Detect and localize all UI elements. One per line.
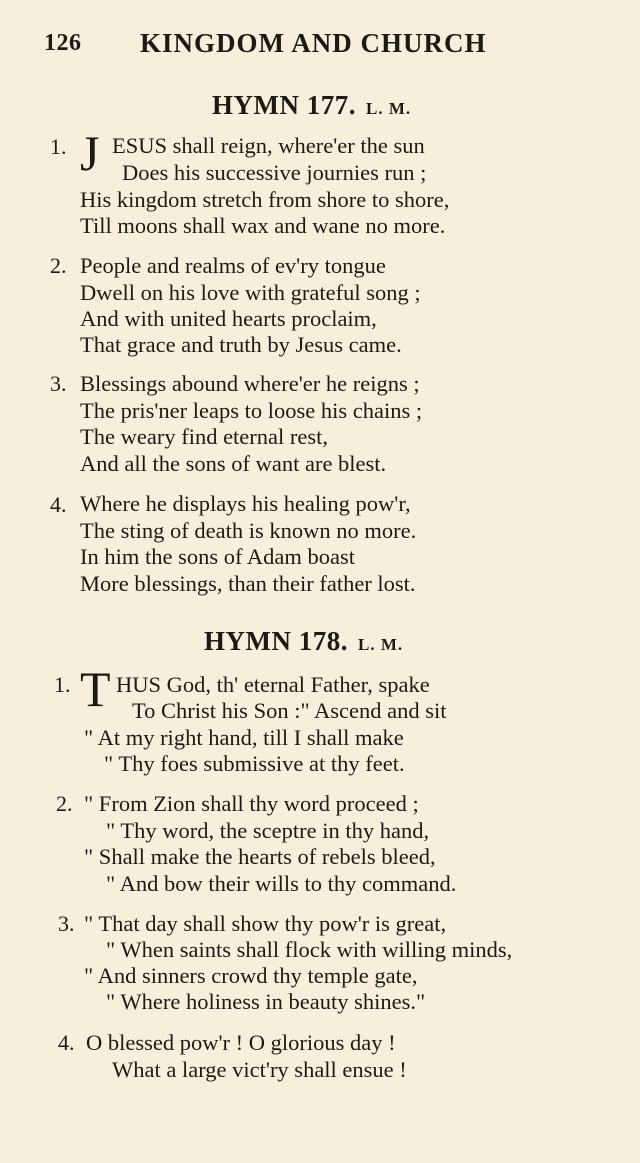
hymn-heading [204,626,403,657]
stanza-number: 2. [56,791,73,816]
verse-line: His kingdom stretch from shore to shore, [80,187,450,212]
verse-line: Does his successive journies run ; [122,160,427,185]
verse-line: " Thy word, the sceptre in thy hand, [106,818,430,843]
verse-line: And with united hearts proclaim, [80,306,377,331]
verse-line: To Christ his Son :" Ascend and sit [132,698,447,723]
verse-line: HUS God, th' eternal Father, spake [116,672,430,697]
verse-line: And all the sons of want are blest. [80,451,387,476]
verse-line: People and realms of ev'ry tongue [80,253,386,278]
verse-line: " At my right hand, till I shall make [84,725,404,750]
verse-line: Dwell on his love with grateful song ; [80,280,421,305]
drop-cap: J [80,125,100,181]
verse-line: " And sinners crowd thy temple gate, [84,963,418,988]
hymn-meter: L. M. [365,99,412,118]
verse-line: " That day shall show thy pow'r is great, [84,911,447,936]
verse-line: " From Zion shall thy word proceed ; [84,791,419,816]
hymn-title: HYMN 178. [204,626,348,656]
verse-line: " Shall make the hearts of rebels bleed, [84,844,436,869]
verse-line: O blessed pow'r ! O glorious day ! [86,1030,396,1055]
stanza-number: 4. [50,492,67,517]
running-head [44,28,604,62]
verse-line: ESUS shall reign, where'er the sun [112,133,425,158]
stanza-number: 2. [50,253,67,278]
verse-line: " Thy foes submissive at thy feet. [104,751,405,776]
verse-line: " Where holiness in beauty shines." [106,989,426,1014]
hymn-title: HYMN 177. [212,90,356,120]
verse-line: In him the sons of Adam boast [80,544,355,569]
verse-line: Blessings abound where'er he reigns ; [80,371,420,396]
hymn-heading [212,90,411,121]
verse-line: Till moons shall wax and wane no more. [80,213,446,238]
verse-line: The weary find eternal rest, [80,424,329,449]
verse-line: The pris'ner leaps to loose his chains ; [80,398,423,423]
stanza-number: 4. [58,1030,75,1055]
stanza-number: 1. [50,134,67,159]
stanza-number: 3. [50,371,67,396]
page-number: 126 [44,30,82,56]
stanza-number: 3. [58,911,75,936]
stanza-number: 1. [54,672,71,697]
hymn-meter: L. M. [357,635,404,654]
verse-line: That grace and truth by Jesus came. [80,332,402,357]
verse-line: " And bow their wills to thy command. [106,871,457,896]
verse-line: What a large vict'ry shall ensue ! [112,1057,407,1082]
verse-line: More blessings, than their father lost. [80,571,416,596]
drop-cap: T [80,661,111,717]
verse-line: " When saints shall flock with willing minds, [106,937,513,962]
verse-line: Where he displays his healing pow'r, [80,491,411,516]
verse-line: The sting of death is known no more. [80,518,417,543]
running-title: KINGDOM AND CHURCH [140,28,487,58]
